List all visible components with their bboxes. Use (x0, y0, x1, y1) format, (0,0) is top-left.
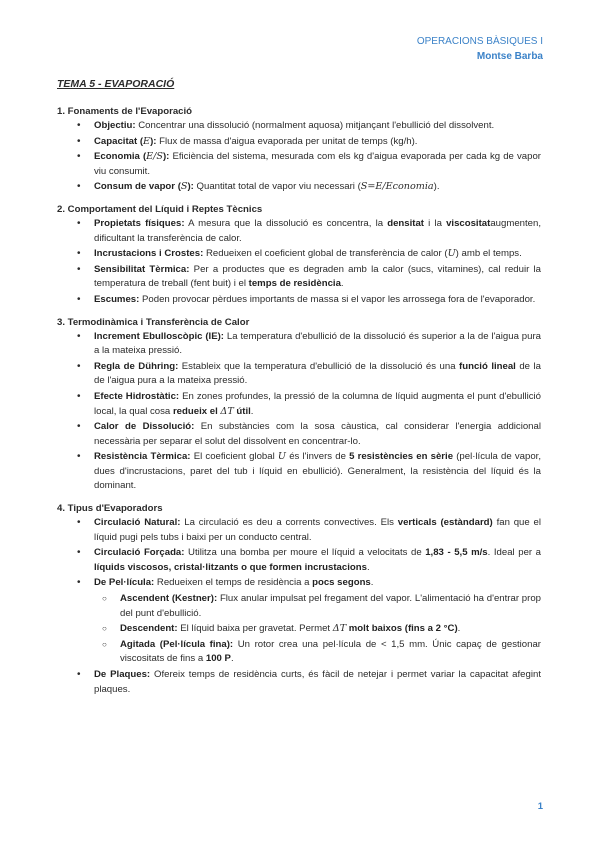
term: Circulació Natural: (94, 517, 181, 529)
term: Increment Ebulloscòpic (IE): (94, 330, 224, 342)
emphasis: molt baixos (fins a 2 °C) (348, 623, 458, 635)
section-2-list (57, 217, 541, 308)
page-header (417, 34, 543, 64)
emphasis: verticals (estàndard) (397, 517, 493, 529)
definition: . (457, 623, 461, 635)
list-item (57, 450, 541, 494)
symbol: U (447, 248, 456, 260)
author-name: Montse Barba (476, 51, 543, 62)
definition: Eficiència del sistema, mesurada com els kg d'aigua evaporada per cada kg de vapor viu consumit. (94, 151, 541, 177)
definition: és l'invers de (289, 451, 346, 463)
definition: augmenten, dificultant la transferència de calor. (94, 217, 541, 244)
list-item (57, 390, 541, 419)
definition: de la de l'aigua pura a la mateixa pressió. (94, 360, 541, 387)
definition: Quantitat total de vapor viu necessari ( (196, 181, 361, 193)
definition: fan que el líquid pugi pels tubs i baixi per un conducto central. (94, 517, 542, 543)
list-item (57, 247, 541, 262)
page-number: 1 (537, 801, 543, 812)
symbol: ΔT (332, 623, 347, 635)
definition: (pel·lícula de vapor, dues d'incrustacions, paret del tub i líquid en ebullició). Generalment, la resistència del líquid és la dominant. (94, 451, 541, 492)
emphasis: pocs segons (312, 577, 371, 589)
list-item (57, 668, 541, 697)
definition: . Ideal per a (487, 547, 541, 559)
formula: S=E/Economia (360, 181, 434, 193)
emphasis: densitat (387, 217, 424, 229)
definition: i la (428, 217, 442, 229)
emphasis: redueix el (172, 405, 218, 417)
list-item (57, 119, 541, 134)
term: Efecte Hidrostàtic: (94, 390, 180, 402)
definition: Concentrar una dissolució (normalment aquosa) mitjançant l'ebullició del dissolvent. (138, 120, 495, 131)
term-end: ): (187, 181, 194, 193)
definition: El líquid baixa per gravetat. Permet (180, 623, 331, 635)
term: Economia ( (94, 151, 147, 163)
emphasis: viscositat (446, 217, 491, 229)
definition: . (366, 561, 370, 573)
emphasis: útil (236, 405, 251, 417)
term: Propietats físiques: (94, 217, 185, 229)
document-body (57, 78, 541, 705)
definition: Flux de massa d'aigua evaporada per unitat de temps (kg/h). (159, 135, 418, 147)
term: De Pel·lícula: (94, 577, 155, 589)
emphasis: líquids viscosos, cristal·litzants o que formen incrustacions (94, 561, 367, 573)
sub-list-item (94, 638, 541, 667)
section-1-list (57, 119, 541, 195)
definition: . (250, 405, 254, 417)
term: Consum de vapor ( (94, 181, 181, 193)
symbol: U (277, 451, 286, 463)
symbol: S (180, 181, 188, 193)
list-item (57, 135, 541, 150)
definition: En substàncies com la sosa càustica, cal considerar l'energia addicional necessària per separar el solut del dissolvent en concentrar-lo. (94, 421, 541, 447)
definition: La temperatura d'ebullició de la dissolució és superior a la de l'aigua pura a la mateixa pressió. (94, 330, 542, 357)
term: Calor de Dissolució: (94, 421, 195, 433)
sub-list-item (94, 622, 541, 637)
term: Circulació Forçada: (94, 547, 185, 559)
section-3-title: 3. Termodinàmica i Transferència de Calor (57, 316, 250, 328)
emphasis: 1,83 - 5,5 m/s (425, 547, 488, 559)
list-item (57, 330, 541, 359)
emphasis: 5 resistències en sèrie (349, 451, 454, 463)
definition: Flux anular impulsat pel fregament del vapor. L'alimentació ha d'entrar prop del punt d'ebullició. (120, 593, 541, 619)
definition: En zones profundes, la pressió de la columna de líquid augmenta el punt d'ebullició local, la qual cosa (94, 390, 542, 417)
term: Resistència Tèrmica: (94, 451, 191, 463)
term: De Plaques: (94, 669, 151, 680)
definition: Redueixen el coeficient global de transferència de calor ( (205, 248, 448, 260)
term: Ascendent (Kestner): (120, 593, 218, 605)
term: Incrustacions i Crostes: (94, 248, 204, 260)
list-item (57, 360, 541, 389)
list-item (57, 546, 541, 575)
section-2-title: 2. Comportament del Líquid i Reptes Tècnics (57, 203, 263, 215)
course-title: OPERACIONS BÀSIQUES I (416, 36, 543, 47)
term-end: ): (162, 151, 170, 163)
term-end: ): (150, 135, 157, 147)
definition: ) amb el temps. (455, 248, 522, 260)
list-item (57, 516, 541, 545)
film-evaporator-sublist (94, 592, 541, 667)
section-4-title: 4. Tipus d'Evaporadors (57, 503, 163, 515)
definition: . (340, 278, 344, 290)
definition-end: ). (433, 181, 440, 193)
definition: . (370, 577, 374, 589)
definition: Per a productes que es degraden amb la calor (sucs, vitamines), cal reduir la temperatura de treball (fent buit) i el (94, 263, 542, 290)
definition: Un rotor crea una pel·lícula de < 1,5 mm. Únic capaç de gestionar viscositats de fins a (120, 638, 541, 665)
section-3-list (57, 330, 541, 495)
list-item (57, 263, 541, 292)
definition: Ofereix temps de residència curts, és fàcil de netejar i permet variar la capacitat afegint plaques. (94, 669, 541, 695)
definition: Poden provocar pèrdues importants de massa si el vapor les arrossega fora de l'evaporador. (142, 293, 536, 305)
term: Escumes: (94, 293, 140, 305)
definition: El coeficient global (193, 451, 275, 463)
section-4-list (57, 516, 541, 697)
definition: Estableix que la temperatura d'ebullició de la dissolució és una (181, 360, 456, 372)
list-item (57, 420, 541, 449)
definition: La circulació es deu a corrents convectives. Els (184, 517, 394, 529)
section-1-title: 1. Fonaments de l'Evaporació (57, 106, 193, 117)
list-item (57, 180, 541, 195)
definition: A mesura que la dissolució es concentra, la (188, 217, 384, 229)
list-item (57, 150, 541, 179)
term: Sensibilitat Tèrmica: (94, 263, 190, 275)
emphasis: temps de residència (248, 278, 341, 290)
definition: Utilitza una bomba per moure el líquid a velocitats de (188, 547, 422, 559)
term: Descendent: (120, 623, 178, 635)
list-item (57, 293, 541, 308)
list-item (57, 217, 541, 246)
term: Agitada (Pel·lícula fina): (120, 638, 234, 650)
definition: . (230, 653, 234, 665)
sub-list-item (94, 592, 541, 621)
emphasis: funció lineal (459, 360, 516, 372)
list-item (57, 576, 541, 667)
symbol: E/S (146, 151, 163, 163)
term: Capacitat ( (94, 135, 144, 147)
symbol: ΔT (220, 405, 234, 417)
definition: Redueixen el temps de residència a (156, 577, 310, 589)
emphasis: 100 P (205, 653, 231, 665)
term: Regla de Dühring: (94, 360, 179, 372)
document-title: TEMA 5 - EVAPORACIÓ (57, 78, 175, 90)
term: Objectiu: (94, 120, 136, 131)
symbol: E (143, 135, 151, 147)
